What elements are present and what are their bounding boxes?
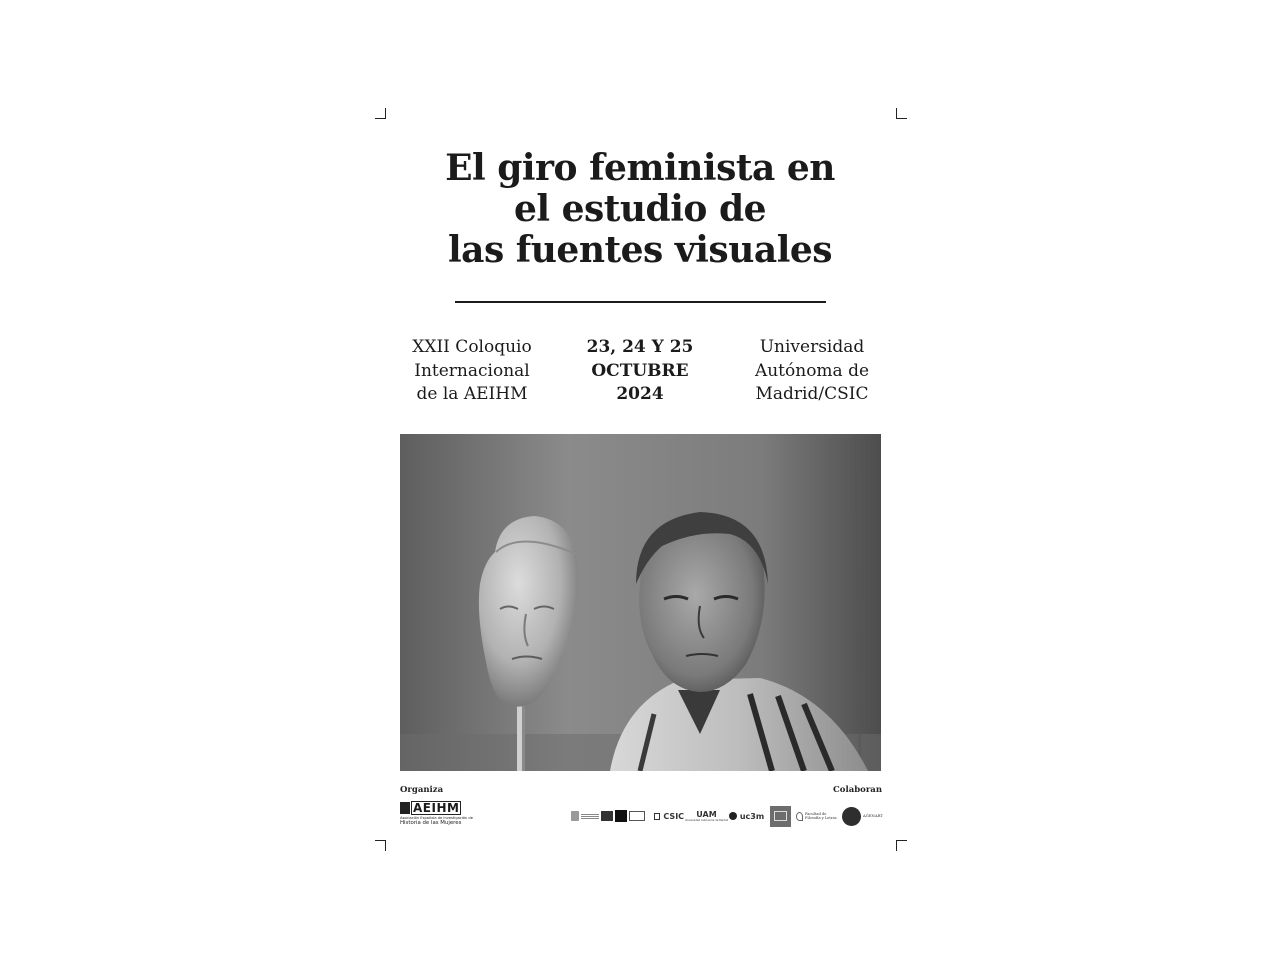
- faculty-leaf-icon: [796, 812, 803, 821]
- agency-black-icon: [615, 810, 627, 822]
- crop-mark-top-left: [375, 108, 386, 119]
- aeihm-letters: AEIHM: [413, 801, 460, 815]
- colloquium-line-2: Internacional: [414, 360, 530, 381]
- title-line-2: el estudio de: [513, 188, 767, 230]
- uam-text: UAM: [696, 809, 717, 819]
- collaborator-logos: [571, 803, 883, 829]
- venue-info: [722, 336, 902, 407]
- colloquium-line-3: de la AEIHM: [416, 384, 528, 404]
- aeihm-logo: [400, 801, 473, 829]
- faculty-text-1: Facultad de: [805, 811, 827, 816]
- uc3m-emblem-icon: [729, 812, 737, 820]
- colaboran-label: Colaboran: [833, 785, 882, 795]
- coat-of-arms-icon: [571, 811, 579, 821]
- square-emblem-icon: [774, 811, 787, 821]
- aeihm-subtitle-small: Asociación Española de Investigación de: [400, 816, 473, 820]
- uam-subtext: Universidad Autónoma de Madrid: [684, 818, 729, 822]
- organiza-label: Organiza: [400, 785, 444, 795]
- faculty-text-2: Filosofía y Letras: [805, 816, 837, 820]
- aeihm-subtitle: Historia de las Mujeres: [400, 820, 462, 826]
- date-info: [550, 336, 730, 407]
- agenart-portrait-icon: [842, 807, 861, 826]
- aeihm-emblem-icon: [400, 802, 410, 814]
- uam-logo: [684, 809, 729, 822]
- uc3m-logo: [729, 812, 764, 821]
- title-line-3: las fuentes visuales: [447, 229, 833, 271]
- square-logo: [770, 806, 791, 827]
- title-line-1: El giro feminista en: [445, 147, 835, 189]
- crop-mark-top-right: [896, 108, 907, 119]
- title-divider: [455, 301, 826, 303]
- date-line-3: 2024: [616, 384, 664, 404]
- venue-line-2: Autónoma de: [754, 360, 870, 381]
- csic-emblem-icon: [654, 813, 660, 820]
- csic-logo: [654, 812, 684, 821]
- colloquium-info: [382, 336, 562, 407]
- csic-text: CSIC: [663, 811, 685, 821]
- uc3m-text: uc3m: [739, 811, 765, 821]
- poster-title: [400, 148, 880, 271]
- agenart-text: AGENART: [863, 812, 883, 818]
- venue-line-1: Universidad: [759, 337, 865, 357]
- date-line-1: 23, 24 Y 25: [586, 337, 694, 357]
- colloquium-line-1: XXII Coloquio: [412, 337, 532, 357]
- poster-photo: [400, 434, 881, 771]
- crop-mark-bottom-left: [375, 840, 386, 851]
- crop-mark-bottom-right: [896, 840, 907, 851]
- ministry-agency-logo: [571, 809, 649, 823]
- eu-flag-icon: [601, 811, 613, 821]
- faculty-logo: [796, 812, 837, 821]
- agenart-logo: [842, 807, 883, 826]
- agency-outline-icon: [629, 811, 645, 821]
- date-line-2: OCTUBRE: [591, 360, 689, 381]
- venue-line-3: Madrid/CSIC: [755, 384, 869, 404]
